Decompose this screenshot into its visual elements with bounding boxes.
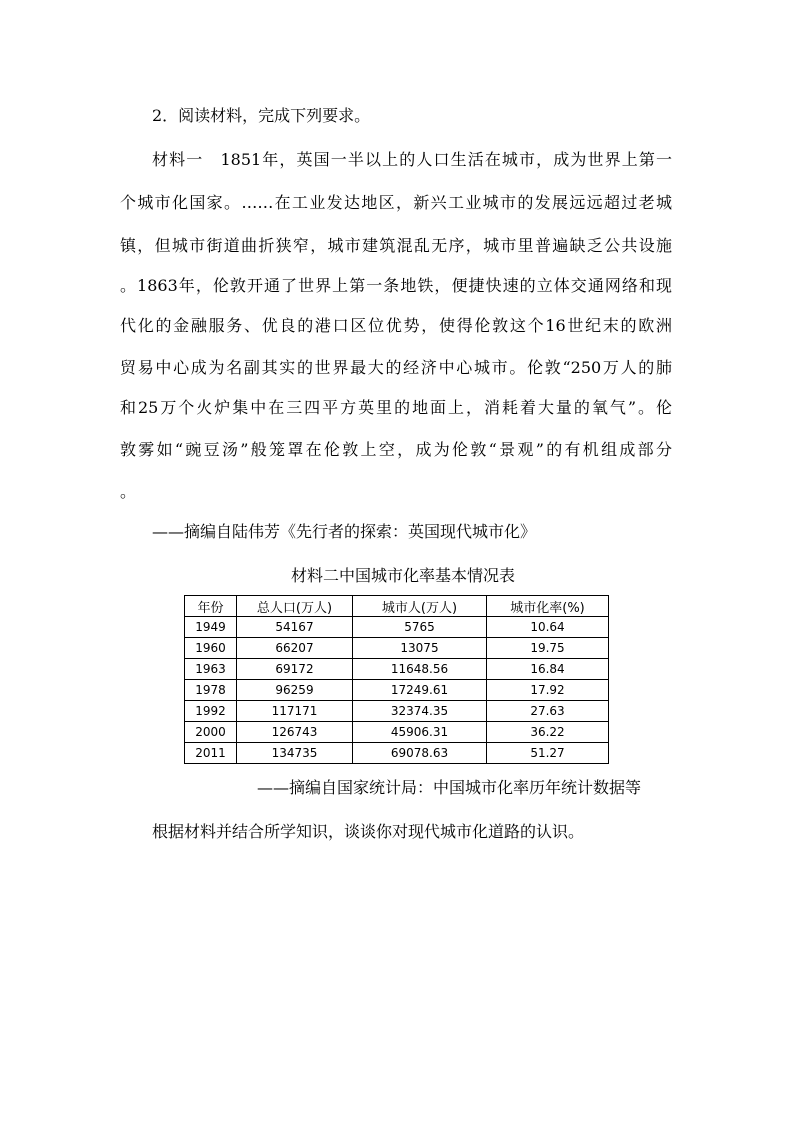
material1-line: 贸易中心成为名副其实的世界最大的经济中心城市。伦敦“250万人的肺 <box>120 358 672 377</box>
column-header: 年份 <box>185 596 237 617</box>
table-cell: 66207 <box>237 638 353 659</box>
table-header-row <box>185 596 609 617</box>
material1-line: 代化的金融服务、优良的港口区位优势，使得伦敦这个16世纪末的欧洲 <box>120 316 672 335</box>
table-row <box>185 659 609 680</box>
table-cell: 17249.61 <box>353 680 487 701</box>
table-cell: 13075 <box>353 638 487 659</box>
table-cell: 117171 <box>237 701 353 722</box>
table-cell: 16.84 <box>487 659 609 680</box>
table-cell: 27.63 <box>487 701 609 722</box>
table-row <box>185 743 609 764</box>
table-caption: 材料二中国城市化率基本情况表 <box>291 566 516 585</box>
table-cell: 36.22 <box>487 722 609 743</box>
urbanization-table <box>184 595 609 764</box>
material1-line: 敦雾如“豌豆汤”般笼罩在伦敦上空，成为伦敦“景观”的有机组成部分 <box>120 440 672 459</box>
table-cell: 19.75 <box>487 638 609 659</box>
table-cell: 2011 <box>185 743 237 764</box>
table-cell: 11648.56 <box>353 659 487 680</box>
column-header: 城市化率(%) <box>487 596 609 617</box>
table-cell: 54167 <box>237 617 353 638</box>
material1-line: 材料一 1851年，英国一半以上的人口生活在城市，成为世界上第一 <box>152 150 672 169</box>
question-stem: 2．阅读材料，完成下列要求。 <box>152 106 371 125</box>
table-cell: 96259 <box>237 680 353 701</box>
table-cell: 1949 <box>185 617 237 638</box>
table-cell: 134735 <box>237 743 353 764</box>
table-row <box>185 680 609 701</box>
table-cell: 10.64 <box>487 617 609 638</box>
material1-line: 个城市化国家。……在工业发达地区，新兴工业城市的发展远远超过老城 <box>120 193 672 212</box>
table-cell: 51.27 <box>487 743 609 764</box>
table-cell: 32374.35 <box>353 701 487 722</box>
column-header: 总人口(万人) <box>237 596 353 617</box>
table-cell: 1963 <box>185 659 237 680</box>
table-row <box>185 722 609 743</box>
material1-source: ——摘编自陆伟芳《先行者的探索：英国现代城市化》 <box>152 522 537 541</box>
table-cell: 126743 <box>237 722 353 743</box>
table-cell: 5765 <box>353 617 487 638</box>
table-cell: 1960 <box>185 638 237 659</box>
table-row <box>185 701 609 722</box>
question-task: 根据材料并结合所学知识，谈谈你对现代城市化道路的认识。 <box>152 822 585 841</box>
material1-line: 。 <box>120 482 137 501</box>
table-cell: 1978 <box>185 680 237 701</box>
column-header: 城市人(万人) <box>353 596 487 617</box>
table-cell: 2000 <box>185 722 237 743</box>
table-cell: 1992 <box>185 701 237 722</box>
material1-line: 。1863年，伦敦开通了世界上第一条地铁，便捷快速的立体交通网络和现 <box>120 276 672 295</box>
table-row <box>185 638 609 659</box>
table-row <box>185 617 609 638</box>
table-cell: 69172 <box>237 659 353 680</box>
material1-line: 和25万个火炉集中在三四平方英里的地面上，消耗着大量的氧气”。伦 <box>120 398 672 417</box>
material1-line: 镇，但城市街道曲折狭窄，城市建筑混乱无序，城市里普遍缺乏公共设施 <box>120 236 672 255</box>
material2-source: ——摘编自国家统计局：中国城市化率历年统计数据等 <box>257 778 642 797</box>
table-cell: 17.92 <box>487 680 609 701</box>
table-cell: 69078.63 <box>353 743 487 764</box>
table-cell: 45906.31 <box>353 722 487 743</box>
